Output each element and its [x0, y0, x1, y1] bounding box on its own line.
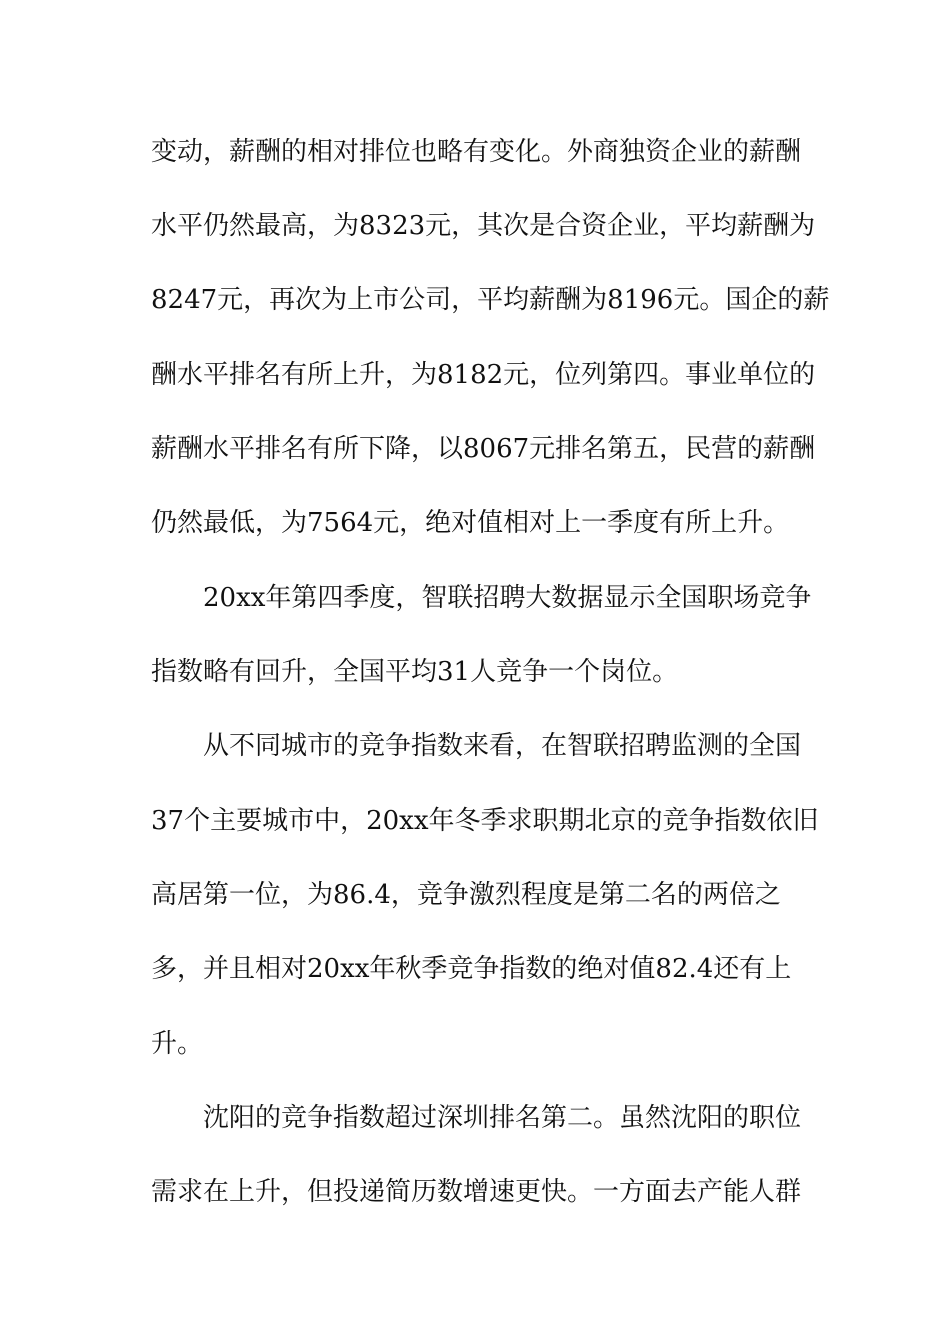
text-line: 仍然最低，为7564元，绝对值相对上一季度有所上升。: [151, 508, 790, 538]
text-line: 20xx年第四季度，智联招聘大数据显示全国职场竞争: [203, 583, 812, 613]
text-line: 高居第一位，为86.4，竞争激烈程度是第二名的两倍之: [151, 880, 781, 910]
text-line: 8247元，再次为上市公司，平均薪酬为8196元。国企的薪: [151, 285, 830, 315]
text-line: 薪酬水平排名有所下降，以8067元排名第五，民营的薪酬: [151, 434, 816, 464]
text-line: 水平仍然最高，为8323元，其次是合资企业，平均薪酬为: [151, 211, 816, 241]
text-line: 从不同城市的竞争指数来看，在智联招聘监测的全国: [203, 731, 802, 761]
text-line: 需求在上升，但投递简历数增速更快。一方面去产能人群: [151, 1177, 802, 1207]
text-line: 沈阳的竞争指数超过深圳排名第二。虽然沈阳的职位: [203, 1103, 802, 1133]
text-line: 37个主要城市中，20xx年冬季求职期北京的竞争指数依旧: [151, 806, 819, 836]
text-line: 酬水平排名有所上升，为8182元，位列第四。事业单位的: [151, 360, 816, 390]
text-line: 变动，薪酬的相对排位也略有变化。外商独资企业的薪酬: [151, 137, 802, 167]
text-line: 升。: [151, 1029, 204, 1059]
text-line: 多，并且相对20xx年秋季竞争指数的绝对值82.4还有上: [151, 954, 792, 984]
text-line: 指数略有回升，全国平均31人竞争一个岗位。: [151, 657, 679, 687]
